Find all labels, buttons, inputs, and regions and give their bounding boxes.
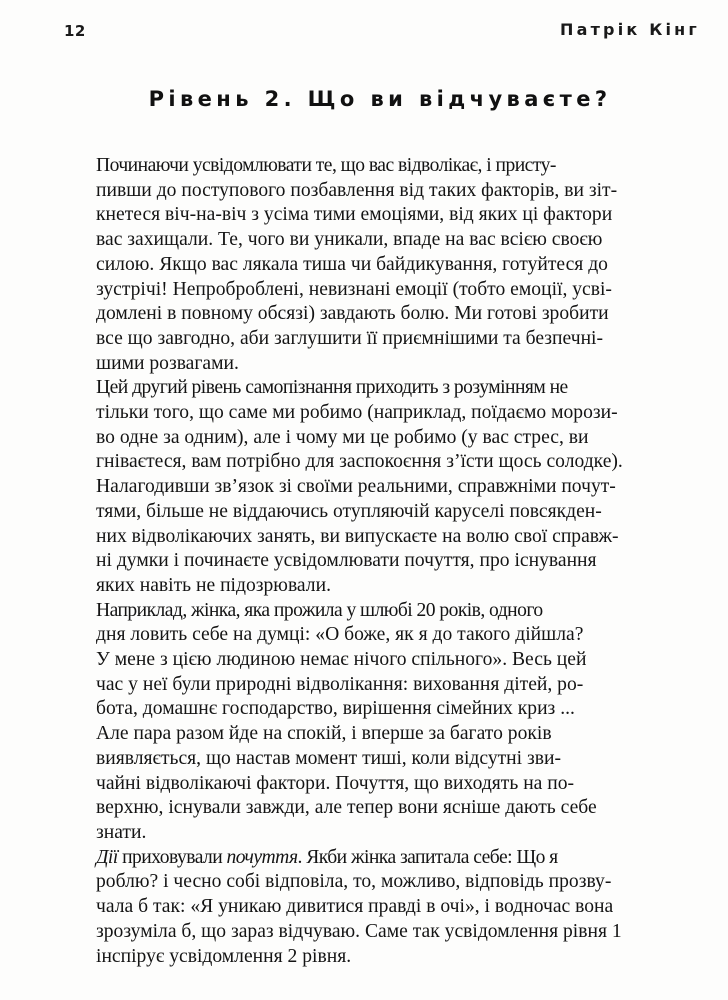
text-run: . Якби жінка запитала себе: Що я — [297, 846, 558, 868]
paragraph — [66, 376, 707, 598]
text-line: час у неї були природні відволікання: виховання дітей, ро- — [96, 673, 584, 695]
paragraph — [66, 154, 707, 376]
text-line: кнетеся віч-на-віч з усіма тими емоціями, від яких ці фактори — [96, 204, 613, 226]
body-text — [66, 154, 707, 969]
text-line: домлені в повному обсязі) завдають болю. Ми готові зробити — [96, 303, 609, 325]
text-line: тільки того, що саме ми робимо (наприклад, поїдаємо морози- — [96, 402, 618, 424]
text-line: дня ловить себе на думці: «О боже, як я до такого дійшла? — [96, 624, 584, 646]
text-line: яких навіть не підозрювали. — [96, 574, 331, 596]
text-line: знати. — [96, 821, 147, 843]
page-number: 12 — [64, 22, 86, 40]
text-line: Наприклад, жінка, яка прожила у шлюбі 20 років, одного — [96, 599, 543, 621]
text-line: ні думки і починаєте усвідомлювати почуття, про існування — [96, 550, 597, 572]
text-line: вас захищали. Те, чого ви уникали, впаде на вас всією своєю — [96, 229, 603, 251]
text-line: верхню, існували завжди, але тепер вони ясніше дають себе — [96, 797, 597, 819]
text-line: Налагодивши зв’язок зі своїми реальними, справжніми почут- — [96, 476, 616, 498]
text-line: чала б так: «Я уникаю дивитися правді в очі», і водночас вона — [96, 896, 614, 918]
text-line: силою. Якщо вас лякала тиша чи байдикування, готуйтеся до — [96, 253, 608, 275]
text-line — [66, 846, 707, 871]
paragraph — [66, 599, 707, 846]
text-line: роблю? і чесно собі відповіла, то, можливо, відповідь прозву- — [96, 871, 612, 893]
text-line: них відволікаючих занять, ви випускаєте на волю свої справж- — [96, 525, 619, 547]
running-author: Патрік Кінг — [559, 20, 700, 39]
text-line: бота, домашнє господарство, вирішення сімейних криз ... — [96, 698, 575, 720]
text-line: шими розвагами. — [96, 352, 239, 374]
text-run: приховували — [117, 846, 227, 868]
text-line: гніваєтеся, вам потрібно для заспокоєння з’їсти щось солодке). — [96, 451, 623, 473]
emphasis-text: почуття — [226, 846, 298, 868]
text-line: Але пара разом йде на спокій, і вперше за багато років — [96, 723, 552, 745]
text-line: тями, більше не віддаючись отупляючій каруселі повсякден- — [96, 500, 602, 522]
text-line: пивши до поступового позбавлення від таких факторів, ви зіт- — [96, 179, 618, 201]
text-line: чайні відволікаючі фактори. Почуття, що виходять на по- — [96, 772, 575, 794]
text-line: зрозуміла б, що зараз відчуваю. Саме так усвідомлення рівня 1 — [96, 920, 622, 942]
emphasis-text: Дії — [96, 846, 118, 868]
text-line: Починаючи усвідомлювати те, що вас відволікає, і присту- — [96, 155, 556, 176]
text-line: Цей другий рівень самопізнання приходить з розумінням не — [96, 377, 568, 399]
text-line: виявляється, що настав момент тиші, коли відсутні зви- — [96, 747, 562, 769]
text-line: інспірує усвідомлення 2 рівня. — [96, 945, 352, 967]
text-line: во одне за одним), але і чому ми це робимо (у вас стрес, ви — [96, 426, 589, 448]
running-header — [64, 20, 700, 44]
text-line: все що завгодно, аби заглушити її приємнішими та безпечні- — [96, 327, 604, 349]
text-line: У мене з цією людиною немає нічого спільного». Весь цей — [96, 649, 587, 671]
text-line: зустрічі! Непроброблені, невизнані емоції (тобто емоції, усві- — [96, 278, 612, 300]
chapter-heading: Рівень 2. Що ви відчуваєте? — [148, 87, 612, 111]
paragraph — [66, 846, 707, 970]
